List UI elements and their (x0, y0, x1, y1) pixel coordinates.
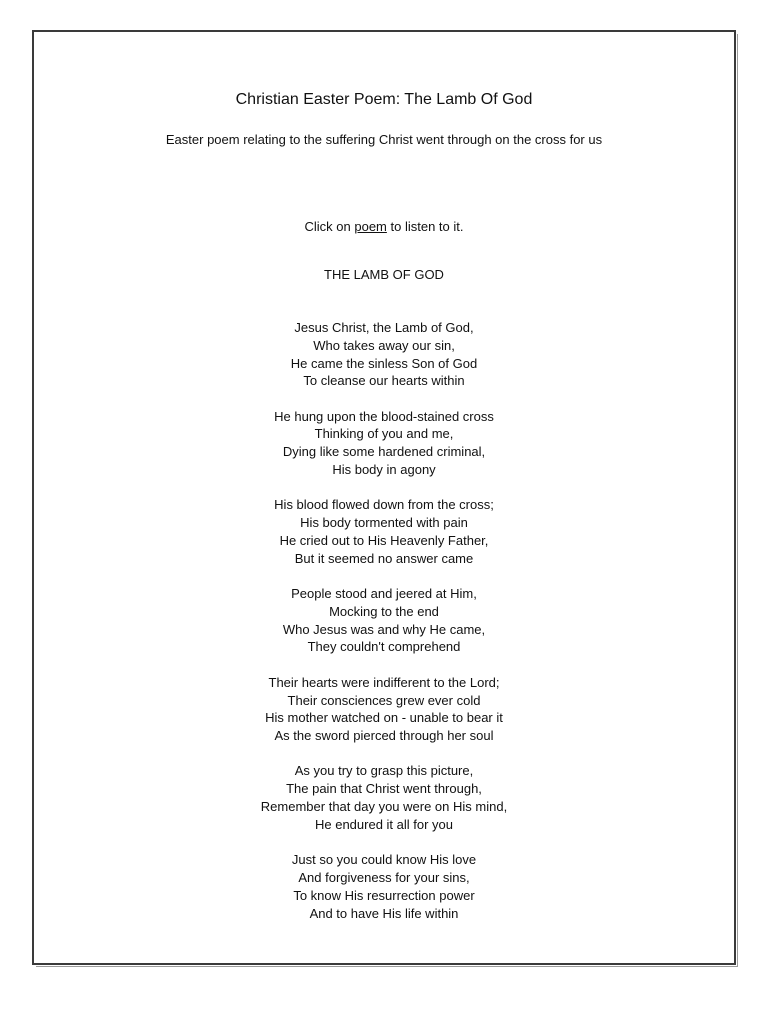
stanza (34, 851, 734, 922)
poem-line: As you try to grasp this picture, (294, 763, 474, 779)
poem-line: He endured it all for you (314, 816, 454, 832)
poem-line: Who takes away our sin, (313, 337, 455, 353)
poem-line: Thinking of you and me, (314, 426, 454, 442)
poem-line: And forgiveness for your sins, (298, 869, 470, 885)
listen-instruction (34, 218, 734, 236)
poem-line: His mother watched on - unable to bear it (265, 710, 503, 726)
listen-suffix: to listen to it. (386, 219, 464, 234)
stanza (34, 319, 734, 390)
poem-body (34, 319, 734, 940)
poem-line: His body tormented with pain (300, 515, 468, 531)
stanza (34, 762, 734, 833)
poem-line: They couldn't comprehend (307, 639, 461, 655)
poem-line: He hung upon the blood-stained cross (274, 408, 494, 424)
stanza (34, 496, 734, 567)
stanza (34, 674, 734, 745)
poem-line: Just so you could know His love (291, 852, 477, 868)
poem-line: People stood and jeered at Him, (291, 586, 477, 602)
page-subtitle: Easter poem relating to the suffering Christ went through on the cross for us (165, 132, 603, 147)
poem-line: And to have His life within (309, 905, 459, 921)
poem-line: Who Jesus was and why He came, (282, 621, 486, 637)
poem-line: Their consciences grew ever cold (287, 692, 481, 708)
poem-line: His blood flowed down from the cross; (274, 497, 494, 513)
poem-line: His body in agony (332, 462, 436, 478)
poem-audio-link[interactable]: poem (354, 219, 387, 234)
poem-line: To know His resurrection power (293, 887, 475, 903)
page-title: Christian Easter Poem: The Lamb Of God (235, 91, 533, 108)
poem-line: Jesus Christ, the Lamb of God, (294, 320, 474, 335)
poem-line: He cried out to His Heavenly Father, (279, 532, 489, 548)
poem-line: But it seemed no answer came (294, 550, 474, 566)
stanza (34, 585, 734, 656)
poem-line: To cleanse our hearts within (303, 373, 465, 389)
page-frame (32, 30, 736, 965)
stanza (34, 408, 734, 479)
poem-line: Mocking to the end (329, 603, 439, 619)
poem-line: Their hearts were indifferent to the Lord; (268, 674, 500, 690)
poem-line: As the sword pierced through her soul (274, 728, 494, 744)
poem-line: Remember that day you were on His mind, (260, 799, 508, 815)
poem-line: He came the sinless Son of God (290, 355, 478, 371)
poem-line: The pain that Christ went through, (286, 781, 482, 797)
listen-prefix: Click on (304, 219, 355, 234)
poem-title: THE LAMB OF GOD (324, 267, 444, 282)
poem-line: Dying like some hardened criminal, (282, 444, 486, 460)
